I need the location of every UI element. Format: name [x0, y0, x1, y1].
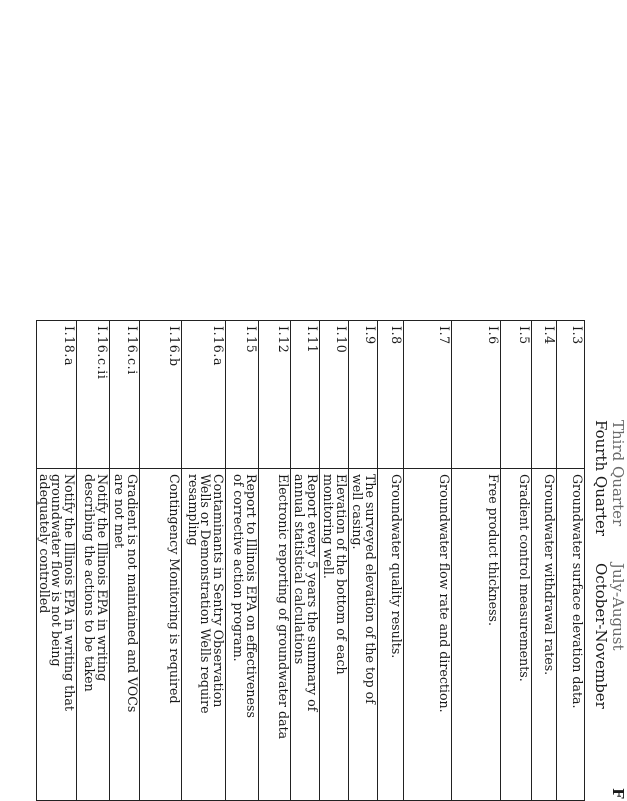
description-line: annual statistical calculations: [292, 474, 308, 665]
description-line: Contingency Monitoring is required: [167, 474, 182, 704]
description-line: Notify the Illinois EPA in writing: [95, 474, 110, 682]
description-line: describing the actions to be taken: [82, 474, 98, 692]
table-row: [349, 321, 378, 801]
requirement-description: [532, 469, 557, 801]
description-line: Groundwater withdrawal rates.: [542, 474, 557, 676]
description-line: Gradient control measurements.: [517, 474, 532, 682]
description-line: Gradient is not maintained and VOCs: [125, 474, 140, 713]
table-row: [452, 321, 501, 801]
requirement-description: [557, 469, 585, 801]
condition-code: I.10: [320, 321, 349, 469]
description-line: resampling: [186, 474, 201, 546]
requirement-description: [110, 469, 140, 801]
description-line: Notify the Illinois EPA in writing that: [62, 474, 77, 711]
condition-code: I.15: [226, 321, 259, 469]
description-line: Report to Illinois EPA on effectiveness: [244, 474, 259, 718]
description-line: Electronic reporting of groundwater data: [276, 474, 291, 740]
description-line: Report every 5 years the summary of: [305, 474, 320, 712]
description-line: Wells or Demonstration Wells require: [198, 474, 214, 714]
condition-code: I.11: [291, 321, 320, 469]
table-row: [226, 321, 259, 801]
table-row: [37, 321, 77, 801]
table-row: [110, 321, 140, 801]
condition-code: I.7: [404, 321, 452, 469]
description-line: are not met: [112, 474, 128, 549]
requirement-description: [501, 469, 532, 801]
description-line: groundwater flow is not being: [49, 474, 65, 667]
condition-code: I.16.c.ii: [77, 321, 110, 469]
requirement-description: [226, 469, 259, 801]
requirement-description: [259, 469, 291, 801]
description-line: well casing.: [350, 474, 366, 550]
third-quarter-label: Third Quarter: [609, 420, 627, 527]
requirement-description: [378, 469, 404, 801]
condition-code: I.16.c.i: [110, 321, 140, 469]
table-row: [291, 321, 320, 801]
condition-code: I.18.a: [37, 321, 77, 469]
requirement-description: [37, 469, 77, 801]
table-row: [378, 321, 404, 801]
table-row: [140, 321, 182, 801]
reporting-requirements-table: [36, 320, 585, 801]
condition-code: I.16.b: [140, 321, 182, 469]
condition-code: I.12: [259, 321, 291, 469]
condition-code: I.9: [349, 321, 378, 469]
table-row: [557, 321, 585, 801]
months-column-header: [592, 563, 626, 709]
table-row: [259, 321, 291, 801]
requirement-description: [140, 469, 182, 801]
condition-code: I.4: [532, 321, 557, 469]
condition-code: I.3: [557, 321, 585, 469]
requirement-description: [320, 469, 349, 801]
table-row: [320, 321, 349, 801]
condition-code: I.8: [378, 321, 404, 469]
table-row: [501, 321, 532, 801]
requirement-description: [291, 469, 320, 801]
requirement-description: [452, 469, 501, 801]
description-line: adequately controlled: [37, 474, 52, 614]
requirement-description: [182, 469, 226, 801]
table-row: [77, 321, 110, 801]
requirement-description: [349, 469, 378, 801]
condition-code: I.5: [501, 321, 532, 469]
table-row: [532, 321, 557, 801]
description-line: Free product thickness.: [486, 474, 501, 626]
requirement-description: [77, 469, 110, 801]
cut-off-letter: F: [609, 788, 627, 799]
fourth-quarter-label: Fourth Quarter: [592, 420, 610, 537]
description-line: Groundwater quality results.: [389, 474, 404, 659]
description-line: The surveyed elevation of the top of: [363, 474, 378, 704]
description-line: Contaminants in Sentry Observation: [211, 474, 226, 708]
table-row: [404, 321, 452, 801]
quarter-column-header: [592, 420, 626, 536]
july-august-label: July-August: [609, 563, 627, 651]
requirement-description: [404, 469, 452, 801]
condition-code: I.16.a: [182, 321, 226, 469]
description-line: monitoring well.: [321, 474, 337, 579]
description-line: Groundwater flow rate and direction.: [437, 474, 452, 713]
description-line: of corrective action program.: [231, 474, 247, 662]
october-november-label: October-November: [592, 563, 610, 709]
table-row: [182, 321, 226, 801]
description-line: Groundwater surface elevation data.: [570, 474, 585, 709]
condition-code: I.6: [452, 321, 501, 469]
description-line: Elevation of the bottom of each: [334, 474, 349, 675]
cut-off-column-header: [609, 788, 626, 799]
